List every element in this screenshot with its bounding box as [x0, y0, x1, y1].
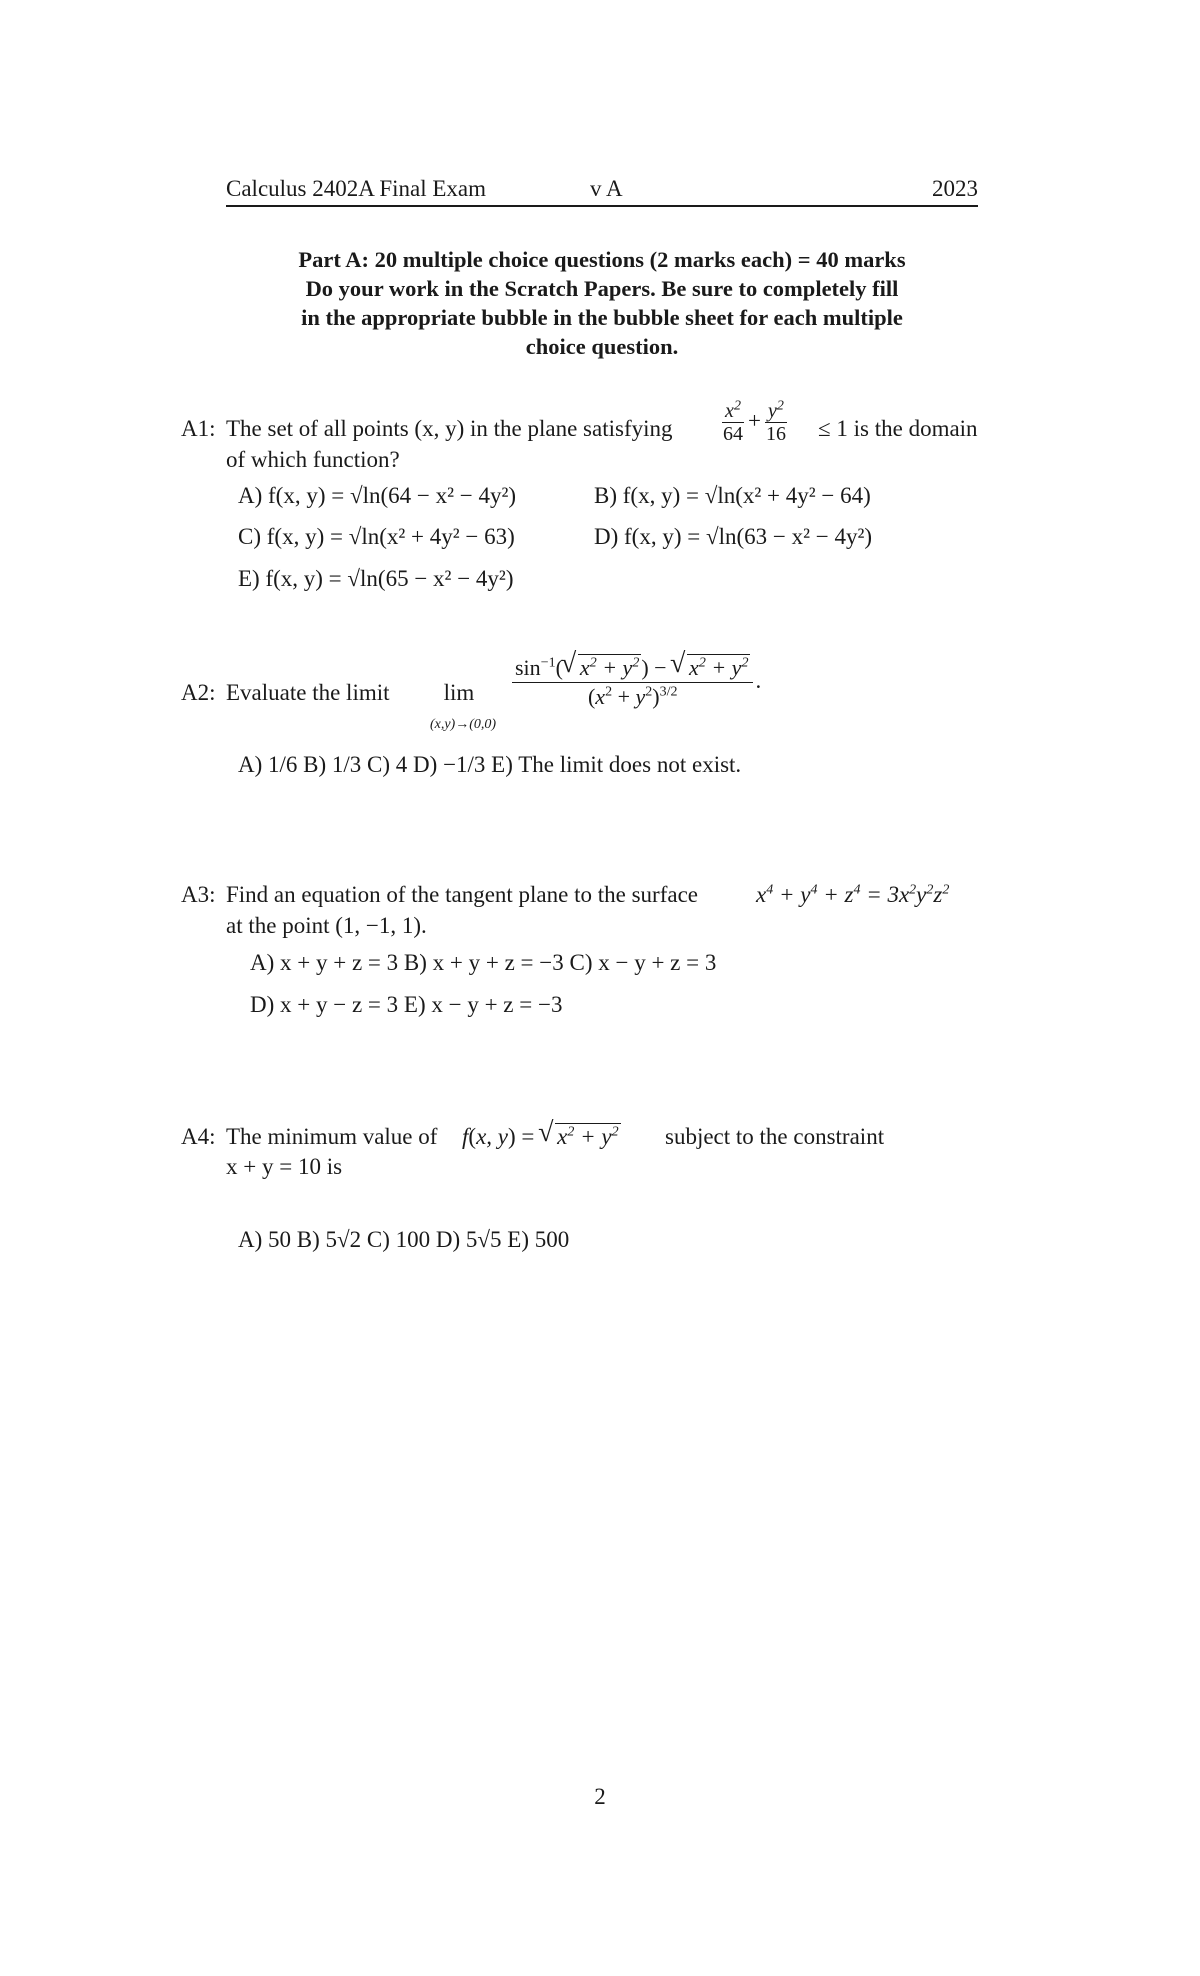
question-text: at the point (1, −1, 1).: [226, 913, 427, 938]
question-a2: [0, 650, 1200, 730]
options-a2: A) 1/6 B) 1/3 C) 4 D) −1/3 E) The limit does not exist.: [238, 752, 742, 777]
instructions-line: choice question.: [525, 334, 679, 359]
question-text: x + y = 10 is: [226, 1154, 343, 1179]
limit-operator: lim: [443, 680, 475, 705]
options-a4: A) 50 B) 5√2 C) 100 D) 5√5 E) 500: [238, 1227, 570, 1252]
option-a1-c: C) f(x, y) = √ln(x² + 4y² − 63): [238, 524, 515, 549]
question-text: The minimum value of: [226, 1124, 438, 1149]
exam-version: v A: [590, 176, 623, 201]
part-a-instructions: [224, 245, 980, 361]
exam-year: 2023: [932, 176, 978, 201]
page-number: 2: [594, 1784, 606, 1809]
question-text: The set of all points (x, y) in the plane satisfying: [226, 416, 673, 441]
instructions-line: Part A: 20 multiple choice questions (2 marks each) = 40 marks: [298, 247, 906, 272]
page-header: [226, 174, 978, 206]
header-rule: [226, 205, 978, 207]
question-label: A1:: [181, 416, 216, 441]
options-a3-row1: A) x + y + z = 3 B) x + y + z = −3 C) x − y + z = 3: [250, 950, 717, 975]
option-a1-a: A) f(x, y) = √ln(64 − x² − 4y²): [238, 483, 517, 508]
ellipse-inequality: $\frac{x^2}{64}$ + $\frac{y^2}{16}$: [723, 398, 786, 445]
question-a4: [0, 1122, 1200, 1192]
question-label: A4:: [181, 1124, 216, 1149]
option-a1-b: B) f(x, y) = √ln(x² + 4y² − 64): [594, 483, 871, 508]
question-text: subject to the constraint: [665, 1124, 885, 1149]
question-a1: [0, 398, 1200, 472]
instructions-line: in the appropriate bubble in the bubble sheet for each multiple: [301, 305, 903, 330]
question-text: Find an equation of the tangent plane to the surface: [226, 882, 698, 907]
limit-expression: $\frac{\sin^{-1}(√ x^2 + y^2) - √ x^2 + y^2}{(x^2 + y^2)^{3/2}}$ .: [510, 654, 761, 711]
surface-equation: $x^4 + y^4 + z^4 = 3x^2y^2z^2$: [756, 882, 950, 907]
course-title: Calculus 2402A Final Exam: [226, 176, 487, 201]
options-a3-row2: D) x + y − z = 3 E) x − y + z = −3: [250, 992, 563, 1017]
question-text: Evaluate the limit: [226, 680, 390, 705]
question-a3: [0, 880, 1200, 950]
option-a1-e: E) f(x, y) = √ln(65 − x² − 4y²): [238, 566, 514, 591]
question-label: A3:: [181, 882, 216, 907]
objective-function: f(x, y) = √ $x^2 + y^2$: [462, 1122, 621, 1152]
option-a1-d: D) f(x, y) = √ln(63 − x² − 4y²): [594, 524, 873, 549]
question-text: ≤ 1 is the domain: [818, 416, 978, 441]
question-label: A2:: [181, 680, 216, 705]
limit-subscript: (x,y)→(0,0): [429, 717, 497, 732]
question-text: of which function?: [226, 447, 400, 472]
instructions-line: Do your work in the Scratch Papers. Be sure to completely fill: [305, 276, 899, 301]
